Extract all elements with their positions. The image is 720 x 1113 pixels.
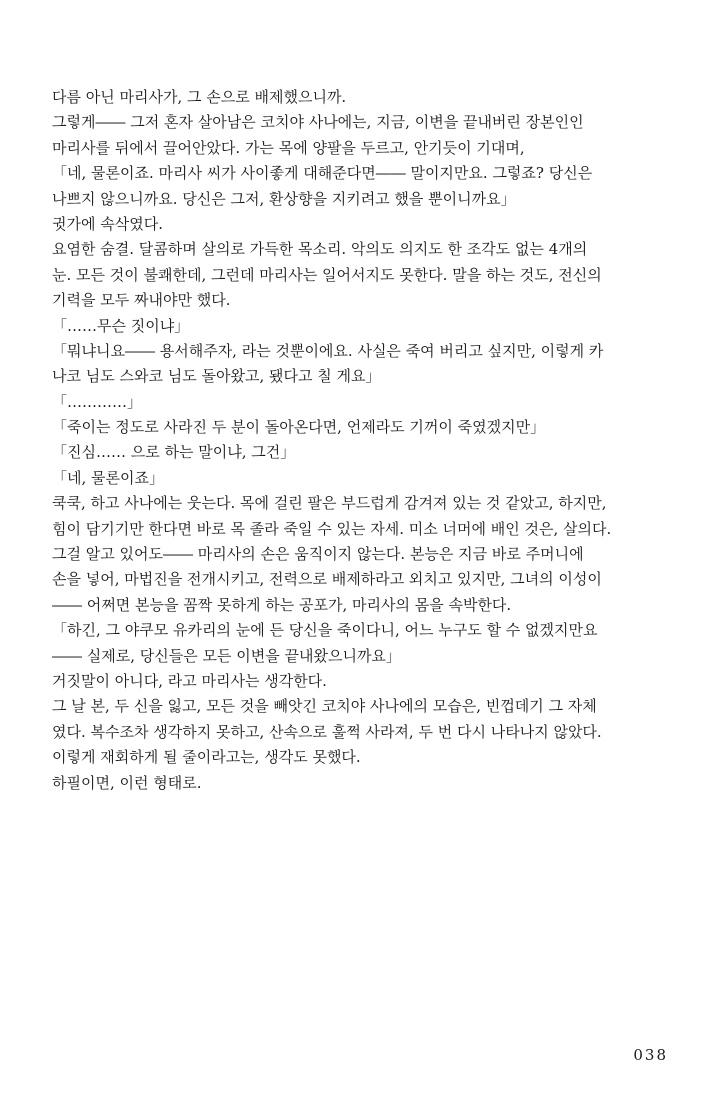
text-line: 「네, 물론이죠」 xyxy=(52,468,164,487)
text-line: ―― 실제로, 당신들은 모든 이변을 끝내왔으니까요」 xyxy=(52,646,401,665)
text-line: 나쁘지 않으니까요. 당신은 그저, 환상향을 지키려고 했을 뿐이니까요」 xyxy=(52,189,516,208)
text-line: 쿡쿡, 하고 사나에는 웃는다. 목에 걸린 팔은 부드럽게 감겨져 있는 것 같았고, 하지만, xyxy=(52,494,607,513)
text-line: 그 날 본, 두 신을 잃고, 모든 것을 빼앗긴 코치야 사나에의 모습은, 빈껍데기 그 자체 xyxy=(52,697,597,716)
text-line: 「네, 물론이죠. 마리사 씨가 사이좋게 대해준다면―― 말이지만요. 그렇죠? 당신은 xyxy=(52,164,593,183)
text-line: 하필이면, 이런 형태로. xyxy=(52,773,202,792)
text-line: 「진심…… 으로 하는 말이냐, 그건」 xyxy=(52,443,296,462)
text-line: 그렇게―― 그저 혼자 살아남은 코치야 사나에는, 지금, 이변을 끝내버린 장본인인 xyxy=(52,113,584,132)
text-line: 「……무슨 짓이냐」 xyxy=(52,316,190,335)
text-line: 그걸 알고 있어도―― 마리사의 손은 움직이지 않는다. 본능은 지금 바로 주머니에 xyxy=(52,545,584,564)
text-line: 「하긴, 그 야쿠모 유카리의 눈에 든 당신을 죽이다니, 어느 누구도 할 수 없겠지만요 xyxy=(52,621,598,640)
text-line: 눈. 모든 것이 불쾌한데, 그런데 마리사는 일어서지도 못한다. 말을 하는 것도, 전신의 xyxy=(52,265,602,284)
body-text xyxy=(52,85,692,796)
page-number: 038 xyxy=(633,1046,668,1064)
text-line: ―― 어쩌면 본능을 꼼짝 못하게 하는 공포가, 마리사의 몸을 속박한다. xyxy=(52,595,512,614)
text-line: 「…………」 xyxy=(52,392,143,411)
text-line: 힘이 담기기만 한다면 바로 목 졸라 죽일 수 있는 자세. 미소 너머에 배인 것은, 살의다. xyxy=(52,519,612,538)
text-line: 다름 아닌 마리사가, 그 손으로 배제했으니까. xyxy=(52,88,347,106)
text-line: 이렇게 재회하게 될 줄이라고는, 생각도 못했다. xyxy=(52,748,361,767)
text-line: 기력을 모두 짜내야만 했다. xyxy=(52,291,231,310)
text-line: 거짓말이 아니다, 라고 마리사는 생각한다. xyxy=(52,671,327,690)
text-line: 나코 님도 스와코 님도 돌아왔고, 됐다고 칠 게요」 xyxy=(52,367,381,386)
text-line: 요염한 숨결. 달콤하며 살의로 가득한 목소리. 악의도 의지도 한 조각도 없는 4개의 xyxy=(52,240,588,259)
text-line: 손을 넣어, 마법진을 전개시키고, 전력으로 배제하라고 외치고 있지만, 그녀의 이성이 xyxy=(52,570,602,589)
text-line: 였다. 복수조차 생각하지 못하고, 산속으로 훌쩍 사라져, 두 번 다시 나타나지 않았다. xyxy=(52,722,602,741)
text-line: 「죽이는 정도로 사라진 두 분이 돌아온다면, 언제라도 기꺼이 죽였겠지만」 xyxy=(52,418,546,437)
text-line: 마리사를 뒤에서 끌어안았다. 가는 목에 양팔을 두르고, 안기듯이 기대며, xyxy=(52,138,525,157)
text-line: 「뭐냐니요―― 용서해주자, 라는 것뿐이에요. 사실은 죽여 버리고 싶지만, 이렇게 카 xyxy=(52,341,604,360)
text-line: 귓가에 속삭였다. xyxy=(52,214,163,233)
